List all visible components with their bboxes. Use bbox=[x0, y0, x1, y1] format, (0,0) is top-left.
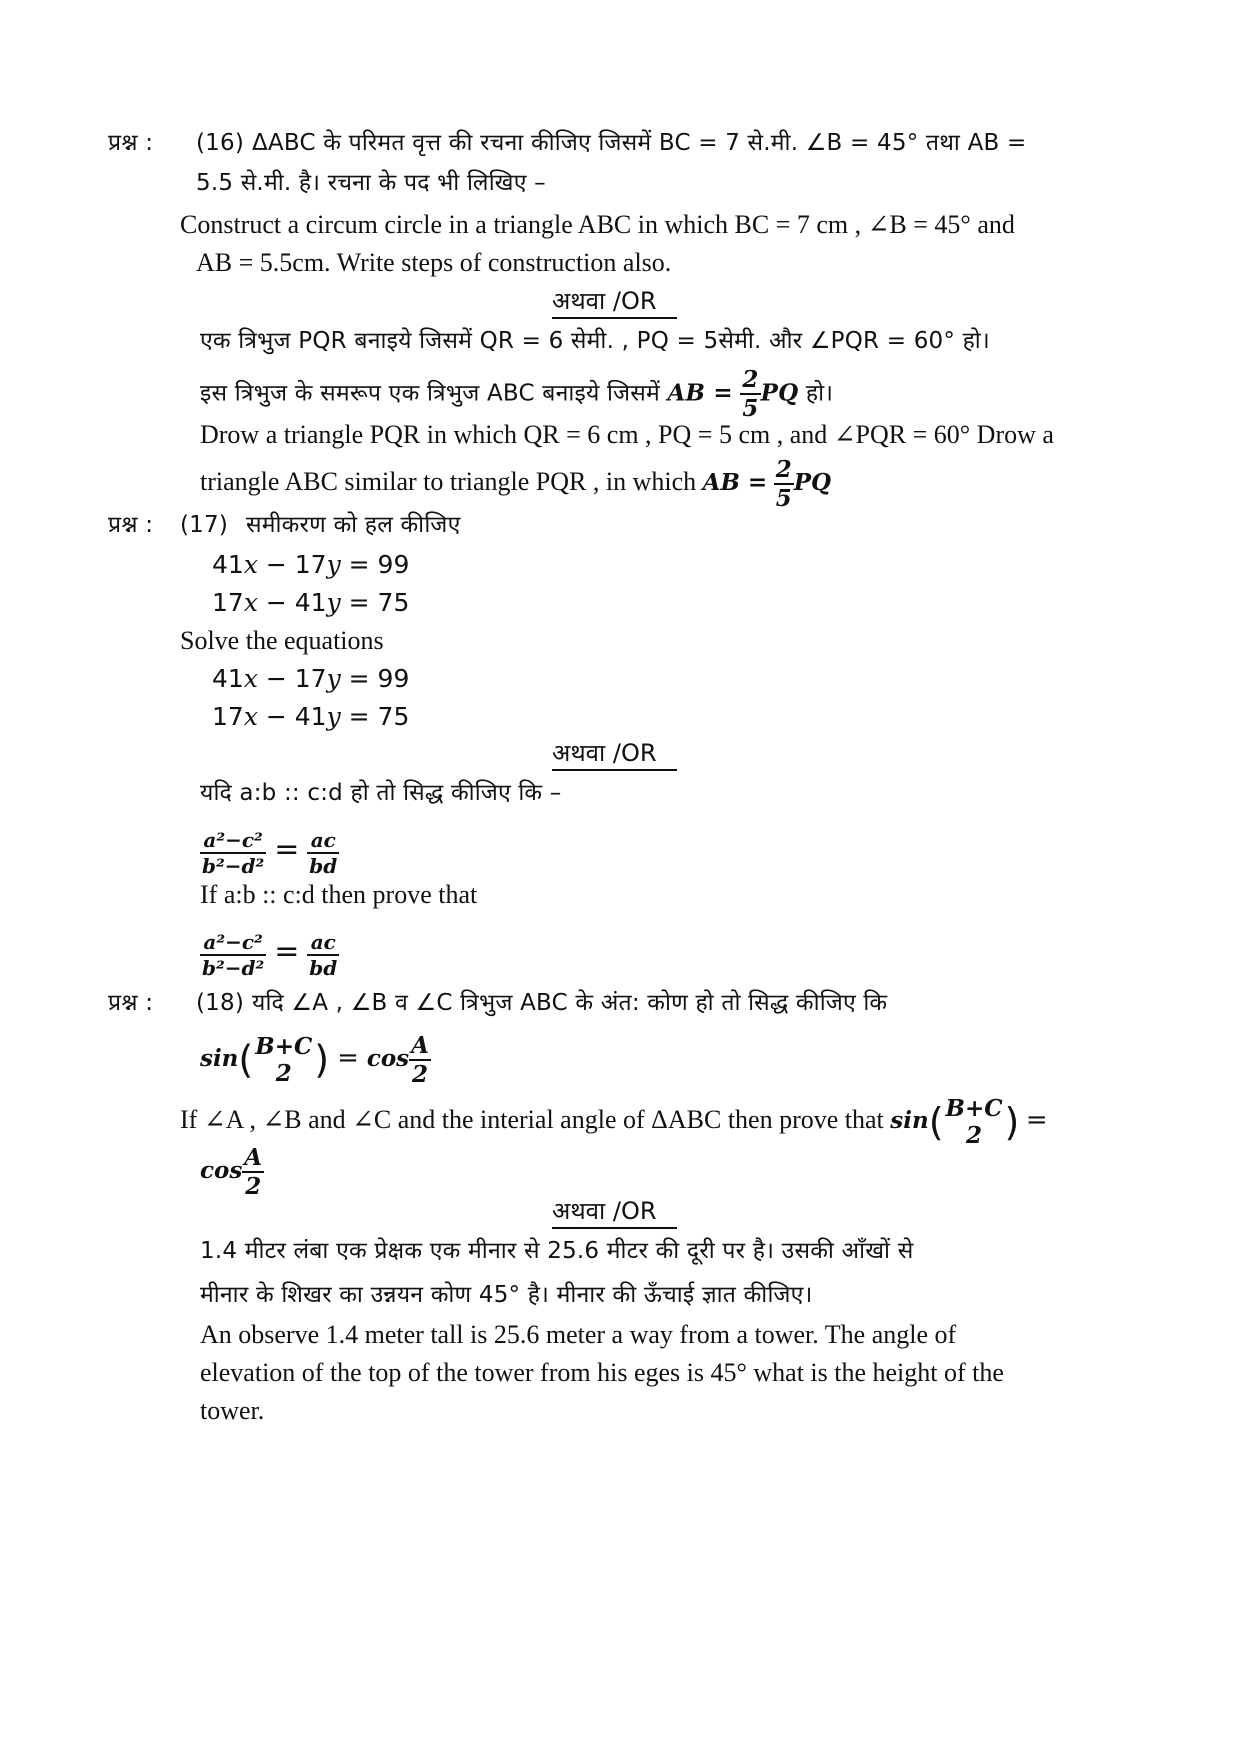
frac2-right-den: bd bbox=[309, 955, 338, 980]
q16-alt-ratio-den: 5 bbox=[775, 485, 792, 512]
q18-en-bc-den: 2 bbox=[966, 1122, 983, 1150]
q16-alt-ratio-fraction bbox=[774, 458, 794, 510]
q16-or-divider: अथवा /OR bbox=[552, 286, 677, 319]
q18-bc-num: B+C bbox=[255, 1032, 313, 1060]
eq2-coef-y: 41 bbox=[294, 588, 327, 617]
q17-label: प्रश्न : bbox=[108, 512, 154, 538]
q16-ratio-den: 5 bbox=[742, 395, 759, 422]
frac2-right bbox=[307, 929, 339, 980]
eq2-rhs: 75 bbox=[377, 588, 410, 617]
q16-alt-ratio-num: 2 bbox=[775, 456, 792, 483]
q18-label: प्रश्न : bbox=[108, 990, 154, 1016]
q16-alt-hindi-line-2-end: हो। bbox=[805, 380, 834, 407]
eq1-en-rhs: 99 bbox=[377, 664, 410, 693]
q17-alt-english: If a:b :: c:d then prove that bbox=[200, 880, 478, 909]
frac1-right-den: bd bbox=[309, 853, 338, 878]
q18-bc-den: 2 bbox=[275, 1059, 292, 1087]
q18-en-sin: sin bbox=[890, 1107, 929, 1134]
q18-english-line: If ∠A , ∠B and ∠C and the interial angle of ΔABC then prove that sin( B+C 2 ) = bbox=[180, 1095, 1048, 1150]
q16-alt-english-line-2 bbox=[200, 458, 831, 510]
q18-bc-frac bbox=[253, 1032, 314, 1087]
frac2-left bbox=[200, 929, 266, 980]
q16-alt-english-line-1: Drow a triangle PQR in which QR = 6 cm , PQ = 5 cm , and ∠PQR = 60° Drow a bbox=[200, 420, 1054, 449]
eq2-en-coef-x: 17 bbox=[212, 702, 244, 731]
eq2-en-coef-y: 41 bbox=[294, 702, 327, 731]
q16-ratio-num: 2 bbox=[742, 366, 759, 393]
q17-equation-1-en: 41x − 17y = 99 bbox=[212, 664, 410, 693]
frac1-left bbox=[200, 827, 266, 878]
q18-en-a-num: A bbox=[244, 1143, 263, 1171]
q17-equation-2: 17x − 41y = 75 bbox=[212, 588, 410, 617]
q16-english-line-1: Construct a circum circle in a triangle ABC in which BC = 7 cm , ∠B = 45° and bbox=[180, 210, 1015, 239]
q16-alt-ratio-rhs: PQ bbox=[793, 468, 832, 496]
q17-english-title: Solve the equations bbox=[180, 626, 384, 655]
q17-alt-fraction-1: $\frac{\text{a²−c²}}{\text{b²−d²}}$ = $\frac{ac}{bd}$ bbox=[202, 827, 338, 878]
q18-english-cos bbox=[200, 1140, 264, 1201]
eq2-en-rhs: 75 bbox=[377, 702, 410, 731]
frac1-left-den: b²−d² bbox=[202, 853, 265, 878]
q16-number: (16) bbox=[196, 130, 245, 156]
q16-alt-english-line-2-text: triangle ABC similar to triangle PQR , in which bbox=[200, 466, 697, 496]
q16-english-line-2: AB = 5.5cm. Write steps of construction also. bbox=[196, 248, 672, 277]
q18-alt-hindi-line-1: 1.4 मीटर लंबा एक प्रेक्षक एक मीनार से 25.6 मीटर की दूरी पर है। उसकी आँखों से bbox=[200, 1238, 914, 1264]
frac2-left-num: a²−c² bbox=[200, 932, 266, 956]
q18-a-frac bbox=[409, 1031, 431, 1088]
q18-english-text: If ∠A , ∠B and ∠C and the interial angle of ΔABC then prove that bbox=[180, 1105, 884, 1134]
frac2-left-den: b²−d² bbox=[202, 955, 265, 980]
q17-hindi-title: समीकरण को हल कीजिए bbox=[246, 512, 461, 538]
q18-alt-english-line-2: elevation of the top of the tower from his eges is 45° what is the height of the bbox=[200, 1358, 1004, 1387]
q16-ratio-lhs: AB = bbox=[667, 379, 733, 407]
eq2-coef-x: 17 bbox=[212, 588, 244, 617]
q18-en-bc-frac bbox=[944, 1095, 1005, 1150]
q16-alt-ratio-lhs: AB = bbox=[702, 468, 768, 496]
q18-or-divider: अथवा /OR bbox=[552, 1196, 677, 1229]
q18-number: (18) bbox=[196, 990, 245, 1016]
q18-identity-hi: sin( B+C 2 ) = cos $\frac{A}{2}$ bbox=[200, 1031, 429, 1088]
q16-label: प्रश्न : bbox=[108, 130, 154, 156]
frac1-right bbox=[307, 827, 339, 878]
q17-alt-hindi: यदि a:b :: c:d हो तो सिद्ध कीजिए कि – bbox=[200, 780, 562, 806]
eq1-coef-y: 17 bbox=[294, 550, 327, 579]
frac1-left-num: a²−c² bbox=[200, 830, 266, 854]
q18-alt-english-line-1: An observe 1.4 meter tall is 25.6 meter a way from a tower. The angle of bbox=[200, 1320, 957, 1349]
q18-en-a-frac bbox=[242, 1143, 264, 1200]
q16-ratio-rhs: PQ bbox=[760, 379, 799, 407]
eq1-coef-x: 41 bbox=[212, 550, 244, 579]
frac2-right-num: ac bbox=[307, 932, 339, 956]
q16-hindi-line-2: 5.5 से.मी. है। रचना के पद भी लिखिए – bbox=[196, 170, 546, 196]
q18-alt-hindi-line-2: मीनार के शिखर का उन्नयन कोण 45° है। मीनार की ऊँचाई ज्ञात कीजिए। bbox=[200, 1282, 813, 1308]
q18-sin: sin bbox=[200, 1045, 239, 1072]
q17-or-divider: अथवा /OR bbox=[552, 738, 677, 771]
q18-a-den: 2 bbox=[412, 1060, 429, 1088]
q18-alt-english-line-3: tower. bbox=[200, 1396, 265, 1425]
q16-hindi-line-1: ΔABC के परिमत वृत्त की रचना कीजिए जिसमें BC = 7 से.मी. ∠B = 45° तथा AB = bbox=[252, 130, 1027, 156]
q18-a-num: A bbox=[411, 1031, 429, 1059]
q16-alt-hindi-line-2 bbox=[200, 368, 833, 420]
q18-en-eq-sign: = bbox=[1025, 1105, 1048, 1135]
q18-eq-sign: = bbox=[337, 1043, 359, 1073]
q17-equation-2-en: 17x − 41y = 75 bbox=[212, 702, 410, 731]
q17-number: (17) bbox=[180, 512, 229, 538]
frac1-right-num: ac bbox=[307, 830, 339, 854]
q17-equation-1: 41x − 17y = 99 bbox=[212, 550, 410, 579]
q16-alt-hindi-line-1: एक त्रिभुज PQR बनाइये जिसमें QR = 6 सेमी. , PQ = 5सेमी. और ∠PQR = 60° हो। bbox=[200, 328, 990, 354]
eq1-en-coef-y: 17 bbox=[294, 664, 327, 693]
q18-en-cos: cos bbox=[200, 1157, 243, 1184]
q17-alt-fraction-2: $\frac{\text{a²−c²}}{\text{b²−d²}}$ = $\frac{ac}{bd}$ bbox=[202, 929, 338, 980]
eq1-en-coef-x: 41 bbox=[212, 664, 244, 693]
q16-ratio-fraction bbox=[740, 368, 760, 420]
eq1-rhs: 99 bbox=[377, 550, 410, 579]
q18-en-bc-num: B+C bbox=[945, 1095, 1003, 1123]
q18-cos: cos bbox=[366, 1045, 410, 1072]
q18-hindi-line: यदि ∠A , ∠B व ∠C त्रिभुज ABC के अंत: कोण हो तो सिद्ध कीजिए कि bbox=[252, 990, 888, 1016]
q18-en-a-den: 2 bbox=[245, 1172, 262, 1200]
q16-alt-hindi-line-2-text: इस त्रिभुज के समरूप एक त्रिभुज ABC बनाइये जिसमें bbox=[200, 380, 660, 407]
